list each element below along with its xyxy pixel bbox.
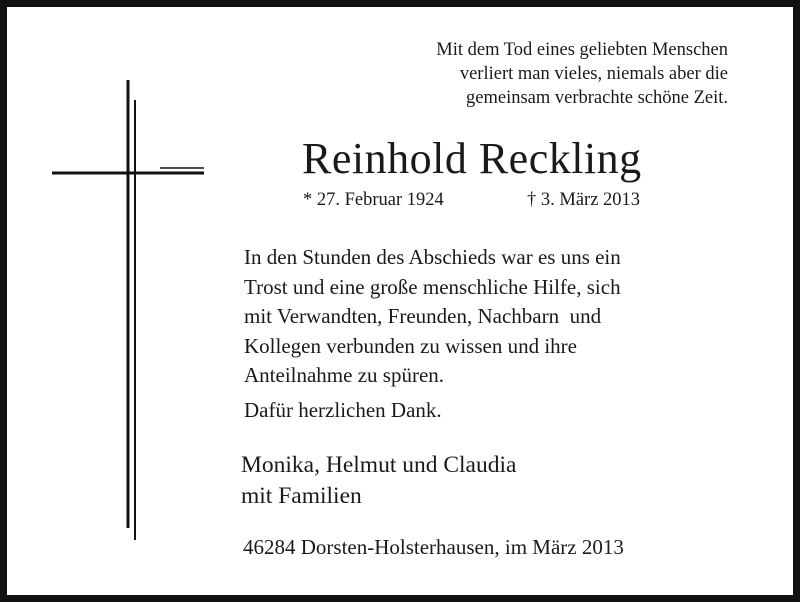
message-line: Kollegen verbunden zu wissen und ihre — [244, 333, 577, 358]
birth-date: * 27. Februar 1924 — [303, 190, 444, 210]
signer-line: mit Familien — [241, 483, 362, 509]
memorial-motto — [436, 38, 728, 110]
place-and-date: 46284 Dorsten-Holsterhausen, im März 2013 — [243, 535, 624, 559]
thank-you-message — [244, 243, 621, 391]
signer-line: Monika, Helmut und Claudia — [241, 452, 517, 478]
death-date: † 3. März 2013 — [527, 190, 641, 210]
message-line: Trost und eine große menschliche Hilfe, sich — [244, 274, 621, 299]
message-line: In den Stunden des Abschieds war es uns ein — [244, 245, 621, 269]
motto-line: verliert man vieles, niemals aber die — [459, 64, 728, 84]
message-line: mit Verwandten, Freunden, Nachbarn und — [244, 304, 602, 328]
signers — [241, 450, 516, 512]
message-line: Anteilnahme zu spüren. — [244, 363, 445, 387]
deceased-name: Reinhold Reckling — [302, 134, 642, 183]
motto-line: gemeinsam verbrachte schöne Zeit. — [466, 88, 728, 108]
thanks-line: Dafür herzlichen Dank. — [244, 398, 442, 422]
motto-line: Mit dem Tod eines geliebten Menschen — [436, 40, 728, 60]
